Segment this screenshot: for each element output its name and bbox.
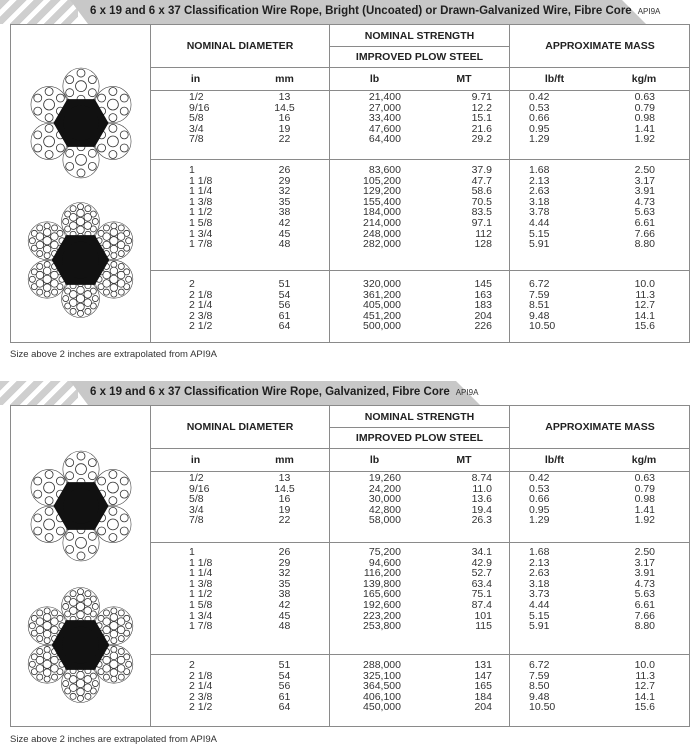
footnote: Size above 2 inches are extrapolated from API9A [10, 349, 218, 360]
col-lb-per-ft [529, 473, 589, 526]
cell-lb-per-ft: 5.91 [529, 620, 550, 633]
cell-mm: 38 [278, 588, 291, 601]
header-in: in [190, 454, 201, 466]
col-lb-per-ft [529, 547, 589, 632]
cell-in: 1 1/8 [189, 174, 213, 187]
cell-mm: 61 [278, 309, 291, 322]
cell-kg-per-m: 0.79 [634, 101, 655, 114]
cell-lb-per-ft: 1.68 [529, 546, 550, 558]
cell-kg-per-m: 12.7 [634, 680, 655, 693]
cell-kg-per-m: 10.0 [634, 659, 655, 671]
cell-mm: 54 [278, 669, 291, 682]
cell-lb-per-ft: 3.18 [529, 195, 550, 208]
header-mt: MT [456, 454, 472, 466]
cell-lb-per-ft: 1.68 [529, 164, 550, 176]
cell-kg-per-m: 4.73 [634, 577, 655, 590]
header-kg-per-m: kg/m [631, 454, 657, 466]
table-tag: API9A [637, 7, 661, 16]
cell-lb-per-ft: 0.42 [529, 91, 550, 103]
cell-mt: 8.74 [471, 472, 492, 484]
cell-kg-per-m: 3.91 [634, 567, 655, 580]
cell-mm: 45 [278, 609, 291, 622]
cell-mt: 97.1 [471, 216, 492, 229]
cell-lb-per-ft: 10.50 [529, 701, 556, 714]
col-kg-per-m [599, 660, 655, 713]
table-title-banner [0, 0, 700, 24]
cell-kg-per-m: 0.63 [634, 472, 655, 484]
cell-mt: 101 [474, 609, 492, 622]
cell-kg-per-m: 3.17 [634, 556, 655, 569]
cell-kg-per-m: 4.73 [634, 195, 655, 208]
cell-mm: 48 [278, 238, 291, 251]
cell-mm: 54 [278, 288, 291, 301]
cell-in: 1 7/8 [189, 238, 213, 251]
col-kg-per-m [599, 279, 655, 332]
cell-mt: 204 [474, 701, 492, 714]
cell-lb-per-ft: 7.59 [529, 669, 550, 682]
cell-kg-per-m: 3.91 [634, 185, 655, 198]
col-mt [419, 473, 492, 526]
cell-mt: 12.2 [471, 101, 492, 114]
cell-lb-per-ft: 7.59 [529, 288, 550, 301]
cell-mm: 13 [278, 472, 291, 484]
cell-lb-per-ft: 3.73 [529, 588, 550, 601]
banner-stripes-decoration [0, 381, 78, 405]
table-tag: API9A [455, 388, 479, 397]
cell-lb: 451,200 [363, 309, 401, 322]
cell-mt: 226 [474, 320, 492, 333]
cell-lb-per-ft: 0.53 [529, 482, 550, 495]
cell-in: 9/16 [189, 101, 210, 114]
cell-mm: 64 [278, 701, 291, 714]
rope-cross-section-6x37-icon [23, 586, 138, 704]
cell-mm: 29 [278, 174, 291, 187]
cell-lb-per-ft: 2.13 [529, 556, 550, 569]
col-mm [240, 547, 329, 632]
cell-kg-per-m: 2.50 [634, 164, 655, 176]
cell-mm: 26 [278, 546, 291, 558]
cell-kg-per-m: 14.1 [634, 309, 655, 322]
cell-in: 1 3/8 [189, 577, 213, 590]
footnote: Size above 2 inches are extrapolated from API9A [10, 734, 218, 745]
col-lb [330, 660, 401, 713]
cell-lb: 21,400 [368, 91, 401, 103]
cell-mt: 37.9 [471, 164, 492, 176]
cell-mt: 26.3 [471, 514, 492, 527]
cell-in: 2 1/4 [189, 680, 213, 693]
cell-kg-per-m: 10.0 [634, 278, 655, 290]
cell-lb-per-ft: 2.13 [529, 174, 550, 187]
cell-mm: 42 [278, 216, 291, 229]
cell-mm: 64 [278, 320, 291, 333]
cell-lb: 405,000 [363, 299, 401, 312]
cell-mt: 115 [475, 620, 492, 633]
cell-mm: 13 [278, 91, 291, 103]
cell-in: 1 [189, 164, 195, 176]
cell-lb: 42,800 [368, 503, 401, 516]
cell-mm: 51 [278, 659, 291, 671]
col-mm [240, 279, 329, 332]
cell-lb-per-ft: 0.95 [529, 503, 550, 516]
cell-mm: 16 [278, 493, 291, 506]
col-mt [419, 92, 492, 145]
cell-mm: 61 [278, 690, 291, 703]
cell-kg-per-m: 1.92 [634, 514, 655, 527]
cell-lb: 282,000 [363, 238, 401, 251]
cell-lb-per-ft: 2.63 [529, 567, 550, 580]
header-lb-per-ft: lb/ft [544, 73, 565, 85]
col-lb [330, 165, 401, 250]
cell-kg-per-m: 11.3 [635, 288, 655, 301]
col-lb [330, 547, 401, 632]
cell-mt: 34.1 [471, 546, 492, 558]
cell-mt: 184 [474, 690, 492, 703]
cell-in: 2 [189, 278, 195, 290]
col-kg-per-m [599, 473, 655, 526]
cell-lb: 165,600 [363, 588, 401, 601]
header-nominal-strength: NOMINAL STRENGTH [364, 29, 475, 42]
cell-lb-per-ft: 0.66 [529, 493, 550, 506]
cell-lb: 47,600 [368, 122, 401, 135]
col-mt [419, 165, 492, 250]
header-lb: lb [369, 73, 380, 85]
cell-in: 1 5/8 [189, 216, 213, 229]
cell-lb-per-ft: 0.95 [529, 122, 550, 135]
cell-mm: 35 [278, 577, 291, 590]
cell-mm: 16 [278, 112, 291, 125]
cell-mm: 19 [278, 122, 291, 135]
cell-mt: 112 [475, 227, 492, 240]
cell-mt: 29.2 [471, 133, 492, 146]
cell-in: 1 [189, 546, 195, 558]
cell-mm: 22 [278, 514, 291, 527]
cell-in: 1 1/4 [189, 567, 213, 580]
cell-mt: 83.5 [471, 206, 492, 219]
cell-mm: 14.5 [274, 482, 295, 495]
cell-in: 9/16 [189, 482, 210, 495]
table-title: 6 x 19 and 6 x 37 Classification Wire Rope, Galvanized, Fibre Core [90, 386, 450, 398]
cell-lb-per-ft: 5.91 [529, 238, 550, 251]
cell-mm: 14.5 [274, 101, 295, 114]
rope-cross-section-6x19-icon [26, 450, 136, 562]
col-in [189, 660, 237, 713]
data-table [150, 25, 689, 342]
table-frame [10, 405, 690, 727]
rope-illustrations [11, 25, 150, 342]
cell-lb-per-ft: 0.53 [529, 101, 550, 114]
cell-mt: 131 [474, 659, 492, 671]
cell-in: 5/8 [189, 112, 204, 125]
table-title-banner [0, 381, 700, 405]
cell-lb: 129,200 [363, 185, 401, 198]
col-mt [419, 279, 492, 332]
cell-lb-per-ft: 10.50 [529, 320, 556, 333]
cell-lb: 64,400 [368, 133, 401, 146]
cell-lb-per-ft: 9.48 [529, 690, 550, 703]
cell-mt: 165 [474, 680, 492, 693]
header-nominal-strength: NOMINAL STRENGTH [364, 410, 475, 423]
cell-mt: 63.4 [471, 577, 492, 590]
cell-in: 1 7/8 [189, 620, 213, 633]
cell-mt: 21.6 [471, 122, 492, 135]
rope-illustrations [11, 406, 150, 726]
cell-lb: 94,600 [368, 556, 401, 569]
cell-lb-per-ft: 1.29 [529, 133, 550, 146]
cell-kg-per-m: 0.98 [634, 112, 655, 125]
col-lb [330, 92, 401, 145]
cell-lb: 27,000 [368, 101, 401, 114]
rope-cross-section-6x19-icon [26, 67, 136, 179]
cell-in: 2 1/8 [189, 669, 213, 682]
col-lb [330, 279, 401, 332]
col-in [189, 279, 237, 332]
cell-lb: 30,000 [368, 493, 401, 506]
cell-lb-per-ft: 3.78 [529, 206, 550, 219]
banner-stripes-decoration [0, 0, 78, 24]
cell-mm: 32 [278, 567, 291, 580]
col-lb [330, 473, 401, 526]
cell-kg-per-m: 8.80 [634, 620, 655, 633]
cell-in: 1/2 [189, 91, 204, 103]
cell-lb: 139,800 [363, 577, 401, 590]
cell-mm: 42 [278, 598, 291, 611]
cell-kg-per-m: 0.63 [634, 91, 655, 103]
cell-lb: 406,100 [363, 690, 401, 703]
cell-in: 2 1/8 [189, 288, 213, 301]
col-kg-per-m [599, 547, 655, 632]
cell-mt: 9.71 [471, 91, 492, 103]
cell-kg-per-m: 14.1 [634, 690, 655, 703]
cell-lb: 248,000 [363, 227, 401, 240]
cell-kg-per-m: 0.79 [634, 482, 655, 495]
cell-lb: 116,200 [363, 567, 401, 580]
cell-kg-per-m: 7.66 [634, 609, 655, 622]
cell-mt: 70.5 [471, 195, 492, 208]
cell-mm: 45 [278, 227, 291, 240]
cell-lb-per-ft: 8.51 [529, 299, 550, 312]
cell-lb: 288,000 [363, 659, 401, 671]
table-title: 6 x 19 and 6 x 37 Classification Wire Rope, Bright (Uncoated) or Drawn-Galvanized Wire, Fibre Core [90, 5, 632, 17]
cell-in: 1/2 [189, 472, 204, 484]
rope-cross-section-6x37-icon [23, 201, 138, 319]
cell-mt: 204 [474, 309, 492, 322]
col-lb-per-ft [529, 279, 589, 332]
cell-in: 3/4 [189, 503, 204, 516]
header-mm: mm [275, 73, 294, 85]
cell-lb-per-ft: 5.15 [529, 609, 550, 622]
col-in [189, 92, 237, 145]
cell-kg-per-m: 3.17 [634, 174, 655, 187]
cell-lb-per-ft: 3.18 [529, 577, 550, 590]
header-mm: mm [275, 454, 294, 466]
cell-mm: 26 [278, 164, 291, 176]
cell-kg-per-m: 5.63 [634, 588, 655, 601]
cell-lb-per-ft: 9.48 [529, 309, 550, 322]
cell-mm: 56 [278, 299, 291, 312]
col-mm [240, 165, 329, 250]
cell-mt: 19.4 [471, 503, 492, 516]
cell-lb-per-ft: 0.66 [529, 112, 550, 125]
cell-kg-per-m: 2.50 [634, 546, 655, 558]
cell-in: 2 3/8 [189, 309, 213, 322]
cell-mm: 51 [278, 278, 291, 290]
cell-lb-per-ft: 2.63 [529, 185, 550, 198]
col-mm [240, 660, 329, 713]
cell-lb: 253,800 [363, 620, 401, 633]
cell-mt: 52.7 [471, 567, 492, 580]
cell-mm: 29 [278, 556, 291, 569]
cell-mt: 11.0 [472, 482, 492, 495]
cell-in: 1 1/8 [189, 556, 213, 569]
cell-lb: 364,500 [363, 680, 401, 693]
cell-lb-per-ft: 0.42 [529, 472, 550, 484]
cell-kg-per-m: 8.80 [634, 238, 655, 251]
cell-lb-per-ft: 8.50 [529, 680, 550, 693]
header-lb-per-ft: lb/ft [544, 454, 565, 466]
cell-in: 2 [189, 659, 195, 671]
col-in [189, 165, 237, 250]
header-nominal-diameter: NOMINAL DIAMETER [186, 421, 294, 433]
col-mt [419, 660, 492, 713]
cell-lb-per-ft: 4.44 [529, 598, 550, 611]
cell-mt: 13.6 [471, 493, 492, 506]
wire-rope-table-uncoated [0, 0, 700, 362]
cell-lb: 58,000 [368, 514, 401, 527]
cell-mm: 56 [278, 680, 291, 693]
header-lb: lb [369, 454, 380, 466]
cell-lb: 223,200 [363, 609, 401, 622]
cell-mm: 22 [278, 133, 291, 146]
cell-lb: 155,400 [363, 195, 401, 208]
cell-lb-per-ft: 6.72 [529, 659, 550, 671]
cell-lb: 105,200 [363, 174, 401, 187]
header-approximate-mass: APPROXIMATE MASS [545, 421, 655, 433]
cell-in: 1 1/4 [189, 185, 213, 198]
cell-in: 3/4 [189, 122, 204, 135]
header-improved-plow-steel: IMPROVED PLOW STEEL [355, 431, 484, 444]
data-table [150, 406, 689, 726]
cell-in: 1 3/4 [189, 609, 213, 622]
cell-mm: 35 [278, 195, 291, 208]
col-kg-per-m [599, 92, 655, 145]
cell-in: 2 1/4 [189, 299, 213, 312]
cell-in: 1 3/8 [189, 195, 213, 208]
cell-mm: 32 [278, 185, 291, 198]
cell-kg-per-m: 5.63 [634, 206, 655, 219]
col-lb-per-ft [529, 92, 589, 145]
cell-kg-per-m: 6.61 [634, 216, 655, 229]
col-in [189, 473, 237, 526]
cell-lb: 24,200 [368, 482, 401, 495]
table-frame [10, 24, 690, 343]
cell-mt: 47.7 [471, 174, 492, 187]
cell-lb-per-ft: 5.15 [529, 227, 550, 240]
cell-kg-per-m: 12.7 [634, 299, 655, 312]
col-mm [240, 92, 329, 145]
cell-lb: 361,200 [363, 288, 401, 301]
col-lb-per-ft [529, 165, 589, 250]
cell-lb: 19,260 [368, 472, 401, 484]
col-in [189, 547, 237, 632]
cell-kg-per-m: 1.41 [634, 503, 655, 516]
cell-lb: 33,400 [368, 112, 401, 125]
col-lb-per-ft [529, 660, 589, 713]
cell-lb: 83,600 [368, 164, 401, 176]
cell-lb: 192,600 [363, 598, 401, 611]
cell-lb-per-ft: 1.29 [529, 514, 550, 527]
cell-mt: 58.6 [471, 185, 492, 198]
header-in: in [190, 73, 201, 85]
cell-mt: 147 [474, 669, 492, 682]
cell-in: 1 1/2 [189, 206, 213, 219]
cell-in: 7/8 [189, 133, 204, 146]
header-approximate-mass: APPROXIMATE MASS [545, 40, 655, 52]
col-mm [240, 473, 329, 526]
cell-mm: 19 [278, 503, 291, 516]
header-kg-per-m: kg/m [631, 73, 657, 85]
header-improved-plow-steel: IMPROVED PLOW STEEL [355, 50, 484, 63]
cell-mt: 87.4 [471, 598, 492, 611]
cell-kg-per-m: 6.61 [634, 598, 655, 611]
cell-kg-per-m: 11.3 [635, 669, 655, 682]
cell-mt: 75.1 [471, 588, 492, 601]
cell-in: 1 1/2 [189, 588, 213, 601]
cell-mt: 163 [474, 288, 492, 301]
cell-in: 2 1/2 [189, 701, 213, 714]
cell-mm: 48 [278, 620, 291, 633]
cell-in: 1 3/4 [189, 227, 213, 240]
cell-mt: 128 [474, 238, 492, 251]
cell-kg-per-m: 7.66 [634, 227, 655, 240]
col-mt [419, 547, 492, 632]
cell-lb: 184,000 [363, 206, 401, 219]
cell-kg-per-m: 1.41 [634, 122, 655, 135]
cell-kg-per-m: 15.6 [634, 701, 655, 714]
cell-kg-per-m: 15.6 [634, 320, 655, 333]
cell-mt: 145 [474, 278, 492, 290]
cell-lb: 450,000 [363, 701, 401, 714]
cell-lb: 325,100 [363, 669, 401, 682]
cell-lb: 500,000 [363, 320, 401, 333]
wire-rope-table-galvanized [0, 381, 700, 756]
cell-kg-per-m: 0.98 [634, 493, 655, 506]
cell-lb-per-ft: 4.44 [529, 216, 550, 229]
cell-in: 2 3/8 [189, 690, 213, 703]
cell-in: 1 5/8 [189, 598, 213, 611]
cell-in: 7/8 [189, 514, 204, 527]
header-mt: MT [456, 73, 472, 85]
cell-kg-per-m: 1.92 [634, 133, 655, 146]
cell-in: 5/8 [189, 493, 204, 506]
cell-mm: 38 [278, 206, 291, 219]
cell-mt: 15.1 [471, 112, 492, 125]
cell-lb: 75,200 [368, 546, 401, 558]
header-nominal-diameter: NOMINAL DIAMETER [186, 40, 294, 52]
cell-lb: 214,000 [363, 216, 401, 229]
cell-in: 2 1/2 [189, 320, 213, 333]
cell-mt: 183 [474, 299, 492, 312]
cell-lb-per-ft: 6.72 [529, 278, 550, 290]
col-kg-per-m [599, 165, 655, 250]
cell-lb: 320,000 [363, 278, 401, 290]
cell-mt: 42.9 [471, 556, 492, 569]
